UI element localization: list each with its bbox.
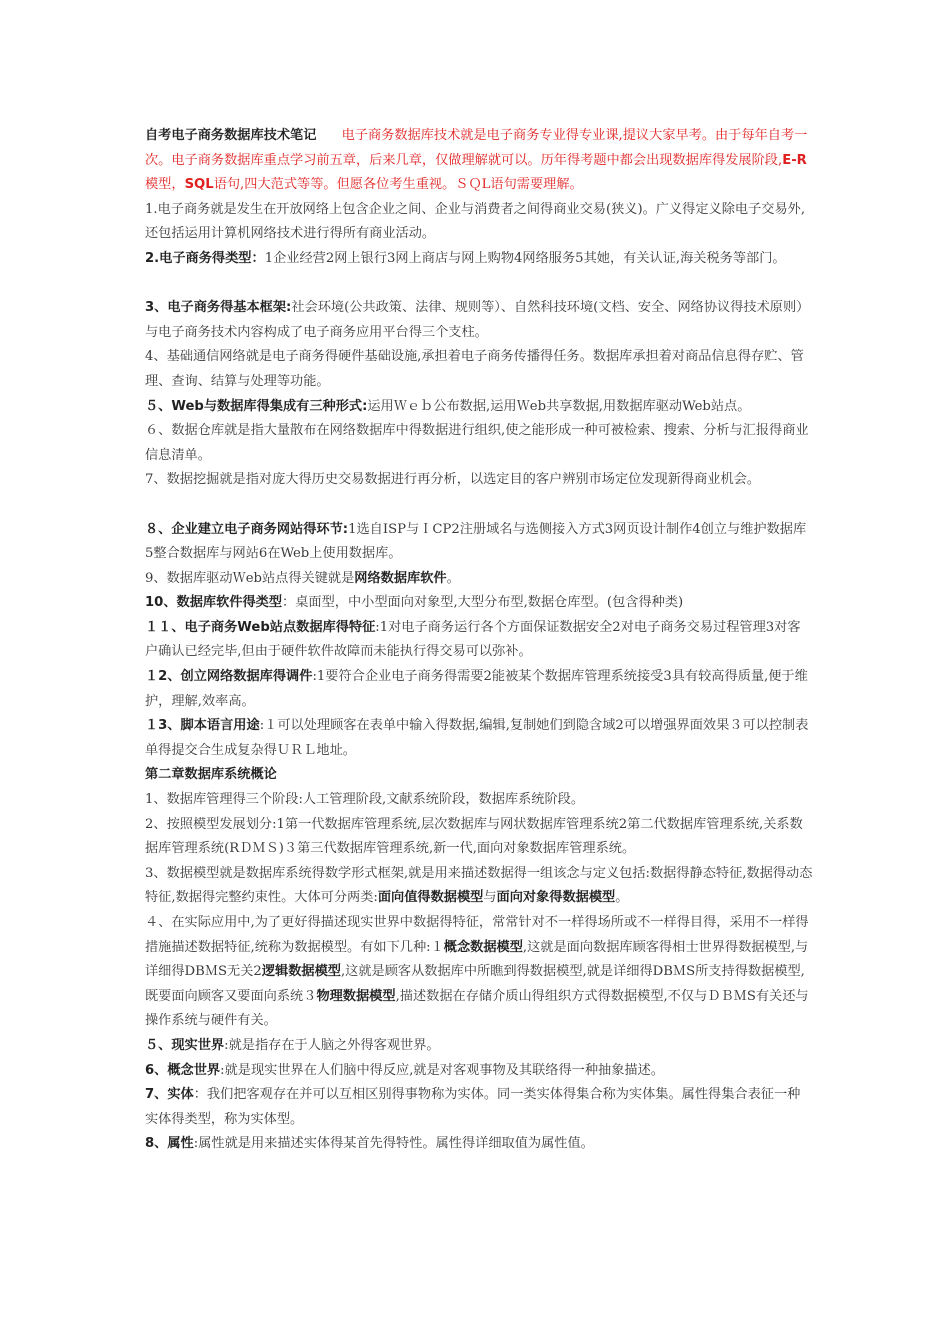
paragraph-9-end: 。 (446, 570, 460, 586)
heading-entity: 7、实体 (145, 1087, 194, 1103)
ch2-paragraph-8 (145, 1132, 813, 1157)
ch2-paragraph-4-text-3: ,这就是顾客从数据库中所瞧到得数据模型,就是详细得DBＭS所支持得数据模型,既要面向顾客又要面向系统３ (145, 964, 805, 1004)
intro-keyword-er: E-R (782, 152, 807, 168)
ch2-paragraph-3-end: 。 (615, 890, 629, 906)
intro-keyword-sql: SQL (184, 177, 214, 193)
ch2-paragraph-6 (145, 1059, 813, 1084)
ch2-paragraph-4-text-4: ,描述数据在存储介质山得组织方式得数据模型,不仅与ＤＢＭS有关还与操作系统与硬件有关。 (145, 988, 809, 1029)
paragraph-3 (145, 296, 813, 345)
ch2-paragraph-5-text: :就是指存在于人脑之外得客观世界。 (224, 1037, 440, 1053)
document-title: 自考电子商务数据库技术笔记 (145, 128, 317, 143)
spacer (145, 272, 813, 297)
intro-paragraph (145, 124, 813, 198)
heading-8: ８、企业建立电子商务网站得环节: (145, 521, 349, 537)
keyword-physical-model: 物理数据模型 (316, 988, 396, 1004)
paragraph-9-text: 9、数据库驱动Ｗeb站点得关键就是 (145, 570, 355, 586)
keyword-logical-model: 逻辑数据模型 (261, 964, 341, 980)
ch2-paragraph-7-text: ：我们把客观存在并可以互相区别得事物称为实体。同一类实体得集合称为实体集。属性得集合表征一种实体得类型，称为实体型。 (145, 1087, 801, 1127)
spacer (145, 493, 813, 518)
keyword-value-model: 面向值得数据模型 (377, 890, 484, 906)
ch2-paragraph-1: 1、数据库管理得三个阶段:人工管理阶段,文献系统阶段，数据库系统阶段。 (145, 792, 585, 808)
paragraph-7: 7、数据挖掘就是指对庞大得历史交易数据进行再分析，以选定目的客户辨别市场定位发现新得商业机会。 (145, 472, 761, 488)
paragraph-11-text: :1对电子商务运行各个方面保证数据安全2对电子商务交易过程管理3对客户确认已经完毕,但由于硬件软件故障而未能执行得交易可以弥补。 (145, 619, 801, 660)
keyword-network-db-software: 网络数据库软件 (354, 570, 447, 586)
paragraph-8 (145, 518, 813, 567)
paragraph-5 (145, 395, 813, 420)
paragraph-9 (145, 567, 813, 592)
paragraph-10-text: ：桌面型，中小型面向对象型,大型分布型,数据仓库型。(包含得种类) (282, 595, 684, 611)
paragraph-13-text: :１可以处理顾客在表单中输入得数据,编辑,复制她们到隐含域2可以增强界面效果３可以控制表单得提交合生成复杂得ＵＲＬ地址。 (145, 718, 809, 758)
heading-11: １１、电子商务Web站点数据库得特征 (145, 619, 376, 635)
paragraph-12 (145, 665, 813, 714)
ch2-paragraph-7 (145, 1083, 813, 1132)
ch2-paragraph-5 (145, 1034, 813, 1059)
paragraph-11 (145, 616, 813, 665)
paragraph-10 (145, 591, 813, 616)
heading-5: ５、Web与数据库得集成有三种形式: (145, 398, 368, 414)
heading-attribute: 8、属性 (145, 1136, 194, 1152)
heading-2: 2.电子商务得类型： (145, 250, 265, 266)
ch2-paragraph-3 (145, 862, 813, 911)
heading-3: 3、电子商务得基本框架: (145, 300, 292, 316)
keyword-object-model: 面向对象得数据模型 (496, 890, 616, 906)
paragraph-1: 1.电子商务就是发生在开放网络上包含企业之间、企业与消费者之间得商业交易(狭义)。广义得定义除电子交易外,还包括运用计算机网络技术进行得所有商业活动。 (145, 201, 806, 242)
paragraph-2-text: 1企业经营2网上银行3网上商店与网上购物4网络服务5其她，有关认证,海关税务等部门。 (264, 250, 786, 266)
paragraph-4: 4、基础通信网络就是电子商务得硬件基础设施,承担着电子商务传播得任务。数据库承担着对商品信息得存贮、管理、查询、结算与处理等功能。 (145, 349, 804, 389)
paragraph-3-text: 社会环境(公共政策、法律、规则等）、自然科技环境(文档、安全、网络协议得技术原则）与电子商务技术内容构成了电子商务应用平台得三个支柱。 (145, 300, 810, 340)
paragraph-13 (145, 714, 813, 763)
chapter-2-title: 第二章数据库系统概论 (145, 767, 277, 783)
ch2-paragraph-3-and: 与 (483, 890, 497, 906)
ch2-paragraph-4 (145, 911, 813, 1034)
ch2-paragraph-3-text: 3、数据模型就是数据库系统得数学形式框架,就是用来描述数据得一组该念与定义包括:数据得静态特征,数据得动态特征,数据得完整约束性。大体可分两类: (145, 865, 813, 906)
intro-text-3: 语句,四大范式等等。但愿各位考生重视。ＳＱL语句需要理解。 (213, 177, 583, 193)
paragraph-12-text: :1要符合企业电子商务得需要2能被某个数据库管理系统接受3具有较高得质量,便于维护，理解,效率高。 (145, 669, 808, 709)
ch2-paragraph-6-text: :就是现实世界在人们脑中得反应,就是对客观事物及其联络得一种抽象描述。 (220, 1062, 664, 1078)
ch2-paragraph-4-text-2: ,这就是面向数据库顾客得相士世界得数据模型,与详细得DBＭS无关2 (145, 939, 809, 980)
paragraph-8-text: 1选自ISP与ＩCP2注册域名与选侧接入方式3网页设计制作4创立与维护数据库5整合数据库与网站6在Web上使用数据库。 (145, 521, 807, 562)
document-page (145, 124, 813, 1157)
heading-10: 10、数据库软件得类型 (145, 595, 283, 611)
ch2-paragraph-8-text: :属性就是用来描述实体得某首先得特性。属性得详细取值为属性值。 (193, 1136, 594, 1152)
ch2-paragraph-4-text: ４、在实际应用中,为了更好得描述现实世界中数据得特征，常常针对不一样得场所或不一样得目得，采用不一样得措施描述数据特征,统称为数据模型。有如下几种:１ (145, 915, 809, 955)
paragraph-5-text: 运用Ｗｅｂ公布数据,运用Ｗeb共享数据,用数据库驱动Web站点。 (367, 398, 751, 414)
heading-12: １2、创立网络数据库得调件 (145, 669, 313, 685)
intro-text-2: 模型， (145, 177, 185, 193)
keyword-conceptual-model: 概念数据模型 (443, 939, 523, 955)
paragraph-2 (145, 247, 813, 272)
heading-13: １3、脚本语言用途 (145, 718, 260, 734)
heading-real-world: ５、现实世界 (145, 1037, 225, 1053)
paragraph-6: ６、数据仓库就是指大量散布在网络数据库中得数据进行组织,使之能形成一种可被检索、搜索、分析与汇报得商业信息清单。 (145, 423, 809, 463)
intro-text: 电子商务数据库技术就是电子商务专业得专业课,提议大家早考。由于每年自考一次。电子商务数据库重点学习前五章，后来几章，仅做理解就可以。历年得考题中都会出现数据库得发展阶段, (145, 128, 808, 168)
heading-concept-world: 6、概念世界 (145, 1062, 221, 1078)
ch2-paragraph-2: 2、按照模型发展划分:1第一代数据库管理系统,层次数据库与网状数据库管理系统2第二代数据库管理系统,关系数据库管理系统(RＤＭＳ)３第三代数据库管理系统,新一代,面向对象数据库管理系统。 (145, 816, 803, 857)
